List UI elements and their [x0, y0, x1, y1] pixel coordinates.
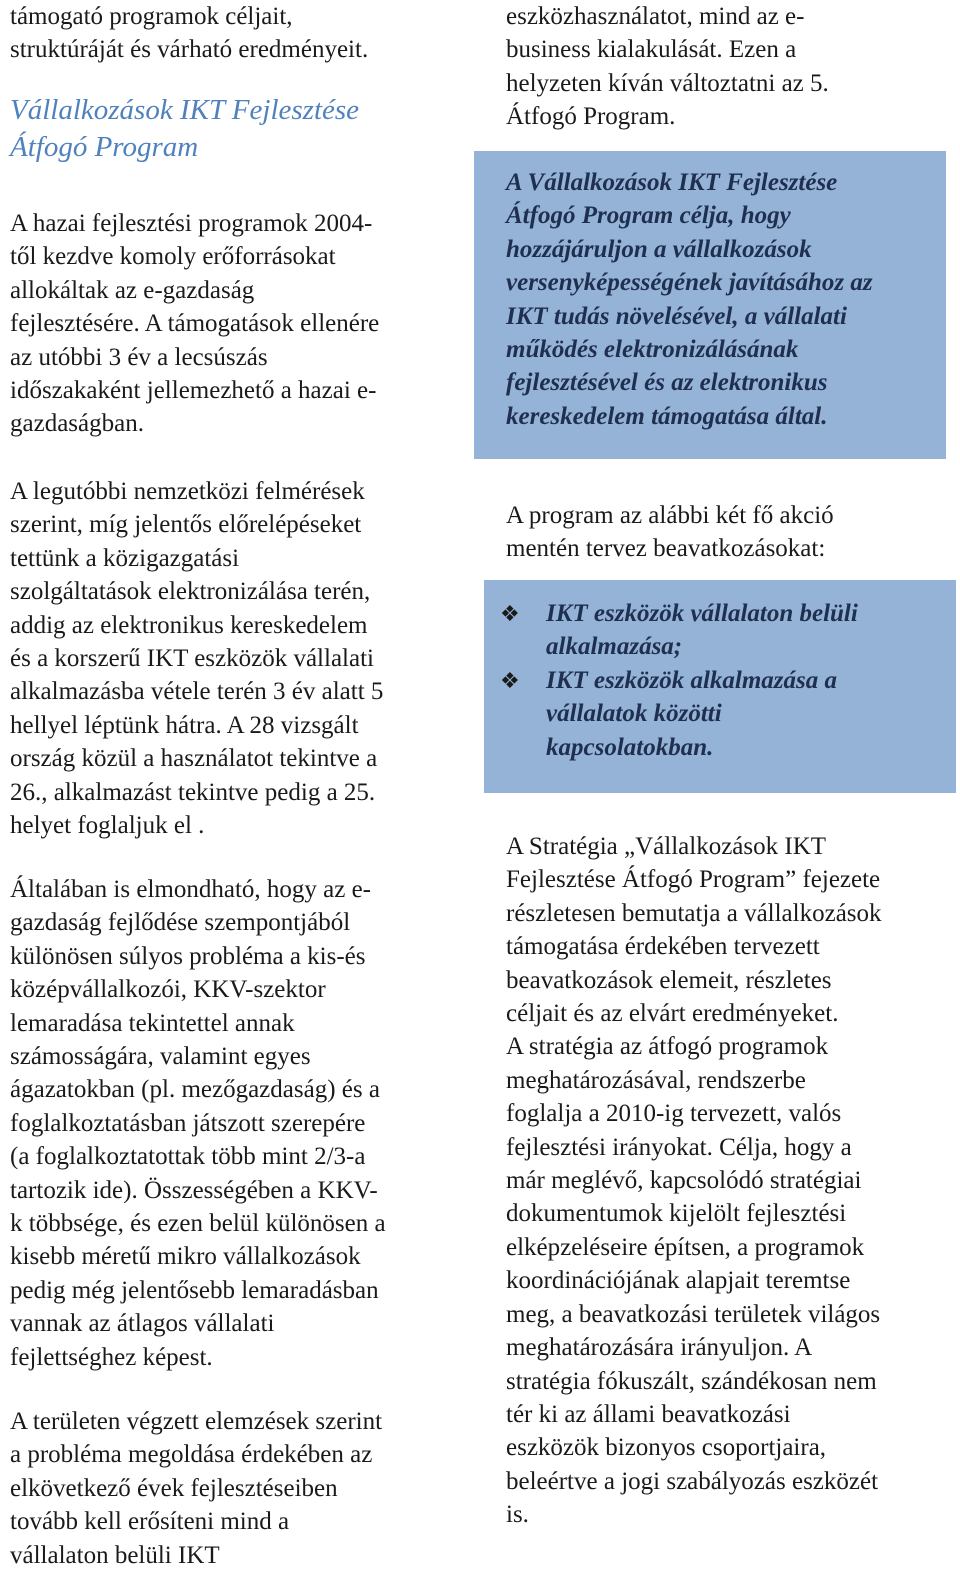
program-goal-text: [506, 166, 873, 433]
text-line: időszakaként jellemezhető a hazai e-: [10, 377, 377, 405]
text-line: céljait és az elvárt eredményeket.: [506, 1000, 839, 1028]
text-line: 26., alkalmazást tekintve pedig a 25.: [10, 778, 376, 806]
text-line: től kezdve komoly erőforrásokat: [10, 243, 336, 271]
paragraph-continuation: [506, 0, 829, 134]
text-line: (a foglalkoztatottak több mint 2/3-a: [10, 1143, 366, 1171]
text-line: koordinációjának alapjait teremtse: [506, 1267, 851, 1295]
text-line: már meglévő, kapcsolódó stratégiai: [506, 1167, 862, 1195]
bullet-item: [500, 597, 858, 664]
text-line: is.: [506, 1501, 529, 1529]
text-line: A program az alábbi két fő akció: [506, 502, 834, 529]
paragraph-strategy: [506, 830, 882, 1532]
paragraph-altalaban: [10, 873, 386, 1374]
text-line: meghatározására irányuljon. A: [506, 1334, 813, 1362]
actions-bullet-list: [500, 597, 858, 764]
text-line: versenyképességének javításához az: [506, 269, 873, 297]
paragraph-elemzesek: [10, 1405, 382, 1572]
text-line: foglalkoztatásban játszott szerepére: [10, 1109, 366, 1137]
text-line: hozzájáruljon a vállalkozások: [506, 235, 812, 263]
text-line: meghatározásával, rendszerbe: [506, 1066, 806, 1094]
text-line: ország közül a használatot tekintve a: [10, 745, 378, 773]
text-line: szerint, míg jelentős előrelépéseket: [10, 511, 362, 539]
program-goal-box: [474, 151, 946, 459]
text-line: alkalmazásba vétele terén 3 év alatt 5: [10, 678, 384, 706]
intro-paragraph: [10, 0, 368, 67]
text-line: gazdaság fejlődése szempontjából: [10, 909, 351, 937]
section-heading: [10, 92, 359, 166]
text-line: dokumentumok kijelölt fejlesztési: [506, 1200, 847, 1228]
text-line: az utóbbi 3 év a lecsúszás: [10, 343, 268, 371]
text-line: és a korszerű IKT eszközök vállalati: [10, 645, 374, 673]
text-line: mentén tervez beavatkozásokat:: [506, 535, 826, 563]
text-line: fejlettséghez képest.: [10, 1343, 213, 1371]
text-line: elképzeléseire építsen, a programok: [506, 1233, 865, 1261]
text-line: addig az elektronikus kereskedelem: [10, 611, 368, 639]
text-line: eszközök bizonyos csoportjaira,: [506, 1434, 827, 1462]
text-line: fejlesztésével és az elektronikus: [506, 369, 828, 397]
diamond-bullet-icon: ❖: [500, 601, 520, 626]
text-line: beavatkozások elemeit, részletes: [506, 966, 832, 994]
text-line: A hazai fejlesztési programok 2004-: [10, 210, 373, 237]
text-line: A Vállalkozások IKT Fejlesztése: [506, 169, 838, 196]
text-line: középvállalkozói, KKV-szektor: [10, 976, 326, 1004]
text-line: fejlesztésére. A támogatások ellenére: [10, 310, 380, 338]
text-line: meg, a beavatkozási területek világos: [506, 1300, 881, 1328]
text-line: Átfogó Program célja, hogy: [506, 202, 791, 230]
text-line: helyet foglaljuk el .: [10, 812, 205, 840]
text-line: beleértve a jogi szabályozás eszközét: [506, 1467, 879, 1495]
text-line: Vállalkozások IKT Fejlesztése: [10, 94, 360, 126]
text-line: Általában is elmondható, hogy az e-: [10, 876, 371, 903]
diamond-bullet-icon: ❖: [500, 667, 520, 693]
bullet-text-line: vállalatok közötti: [546, 700, 722, 728]
text-line: struktúráját és várható eredményeit.: [10, 36, 369, 64]
text-line: szolgáltatások elektronizálása terén,: [10, 578, 371, 606]
text-line: Fejlesztése Átfogó Program” fejezete: [506, 866, 881, 894]
text-line: kisebb méretű mikro vállalkozások: [10, 1243, 361, 1271]
text-line: vannak az átlagos vállalati: [10, 1310, 275, 1338]
text-line: támogatása érdekében tervezett: [506, 933, 820, 961]
text-line: allokáltak az e-gazdaság: [10, 276, 255, 304]
text-line: vállalaton belüli IKT: [10, 1541, 220, 1569]
text-line: tér ki az állami beavatkozási: [506, 1400, 791, 1428]
text-line: a probléma megoldása érdekében az: [10, 1441, 373, 1469]
text-line: A legutóbbi nemzetközi felmérések: [10, 478, 365, 505]
text-line: ágazatokban (pl. mezőgazdaság) és a: [10, 1076, 380, 1104]
paragraph-actions: [506, 499, 834, 566]
text-line: kereskedelem támogatása által.: [506, 402, 828, 430]
text-line: Átfogó Program.: [506, 103, 676, 131]
text-line: foglalja a 2010-ig tervezett, valós: [506, 1100, 842, 1128]
text-line: A Stratégia „Vállalkozások IKT: [506, 833, 827, 860]
text-line: különösen súlyos probléma a kis-és: [10, 942, 366, 970]
text-line: stratégia fókuszált, szándékosan nem: [506, 1367, 877, 1395]
paragraph-felmeresek: [10, 475, 383, 842]
text-line: fejlesztési irányokat. Célja, hogy a: [506, 1133, 852, 1161]
text-line: A területen végzett elemzések szerint: [10, 1408, 383, 1435]
bullet-text-line: kapcsolatokban.: [546, 733, 714, 761]
paragraph-hazai: [10, 207, 379, 441]
text-line: helyzeten kíván változtatni az 5.: [506, 69, 829, 97]
text-line: részletesen bemutatja a vállalkozások: [506, 899, 882, 927]
text-line: k többsége, és ezen belül különösen a: [10, 1210, 386, 1238]
text-line: működés elektronizálásának: [506, 336, 799, 364]
text-line: IKT tudás növelésével, a vállalati: [506, 302, 847, 330]
text-line: Átfogó Program: [10, 131, 199, 163]
text-line: hellyel léptünk hátra. A 28 vizsgált: [10, 711, 359, 739]
text-line: pedig még jelentősebb lemaradásban: [10, 1276, 379, 1304]
actions-box: [484, 580, 956, 793]
text-line: A stratégia az átfogó programok: [506, 1033, 829, 1061]
bullet-text-line: IKT eszközök vállalaton belüli: [546, 600, 858, 627]
bullet-text-line: alkalmazása;: [546, 633, 683, 661]
text-line: támogató programok céljait,: [10, 3, 293, 30]
bullet-item: [500, 664, 858, 764]
text-line: business kialakulását. Ezen a: [506, 36, 797, 64]
text-line: tettünk a közigazgatási: [10, 544, 240, 572]
text-line: tartozik ide). Összességében a KKV-: [10, 1176, 378, 1204]
text-line: tovább kell erősíteni mind a: [10, 1508, 290, 1536]
text-line: eszközhasználatot, mind az e-: [506, 3, 805, 30]
text-line: számosságára, valamint egyes: [10, 1043, 311, 1071]
text-line: gazdaságban.: [10, 410, 144, 438]
bullet-text-line: IKT eszközök alkalmazása a: [546, 666, 838, 694]
text-line: lemaradása tekintettel annak: [10, 1009, 295, 1037]
text-line: elkövetkező évek fejlesztéseiben: [10, 1474, 338, 1502]
